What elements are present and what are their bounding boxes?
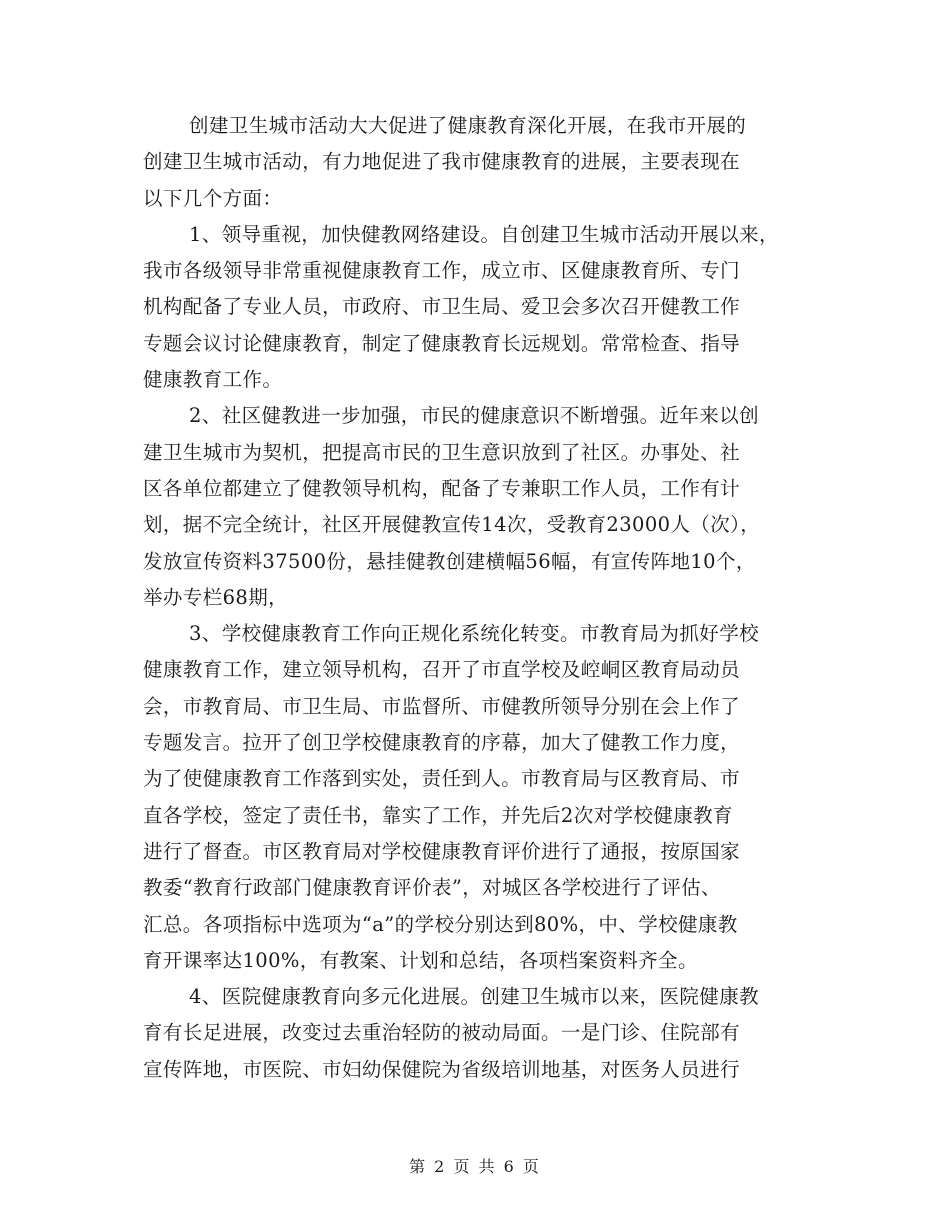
text-line: 创建卫生城市活动大大促进了健康教育深化开展，在我市开展的 xyxy=(189,114,747,137)
text-line: 3、学校健康教育工作向正规化系统化转变。市教育局为抓好学校 xyxy=(189,622,760,646)
text-line: 健康教育工作。 xyxy=(143,368,283,392)
text-line: 宣传阵地，市医院、市妇幼保健院为省级培训地基，对医务人员进行 xyxy=(143,1057,741,1081)
text-line: 以下几个方面： xyxy=(143,186,283,210)
text-line: 会，市教育局、市卫生局、市监督所、市健教所领导分别在会上作了 xyxy=(143,694,741,718)
text-line: 举办专栏68期， xyxy=(143,585,289,609)
text-line: 直各学校，签定了责任书，靠实了工作，并先后2次对学校健康教育 xyxy=(143,803,733,827)
text-line: 区各单位都建立了健教领导机构，配备了专兼职工作人员，工作有计 xyxy=(143,476,741,500)
text-line: 我市各级领导非常重视健康教育工作，成立市、区健康教育所、专门 xyxy=(143,259,741,283)
paragraph-item-3 xyxy=(143,616,811,979)
text-line: 进行了督查。市区教育局对学校健康教育评价进行了通报，按原国家 xyxy=(143,839,741,863)
text-line: 教委“教育行政部门健康教育评价表”，对城区各学校进行了评估、 xyxy=(143,876,721,900)
text-line: 4、医院健康教育向多元化进展。创建卫生城市以来，医院健康教 xyxy=(189,985,760,1009)
text-line: 健康教育工作，建立领导机构，召开了市直学校及崆峒区教育局动员 xyxy=(143,658,741,682)
page-number-footer: 第 2 页 共 6 页 xyxy=(409,1157,541,1176)
paragraph-item-1 xyxy=(143,217,811,398)
text-line: 专题发言。拉开了创卫学校健康教育的序幕，加大了健教工作力度， xyxy=(143,731,741,755)
text-line: 育有长足进展，改变过去重治轻防的被动局面。一是门诊、住院部有 xyxy=(143,1021,741,1045)
text-line: 划，据不完全统计，社区开展健教宣传14次，受教育23000人（次）， xyxy=(143,513,761,537)
document-body xyxy=(143,108,811,1088)
text-line: 为了使健康教育工作落到实处，责任到人。市教育局与区教育局、市 xyxy=(143,767,741,791)
text-line: 发放宣传资料37500份，悬挂健教创建横幅56幅，有宣传阵地10个， xyxy=(143,549,756,573)
text-line: 机构配备了专业人员，市政府、市卫生局、爱卫会多次召开健教工作 xyxy=(143,295,741,319)
text-line: 专题会议讨论健康教育，制定了健康教育长远规划。常常检查、指导 xyxy=(143,331,741,355)
text-line: 1、领导重视，加快健教网络建设。自创建卫生城市活动开展以来， xyxy=(189,222,779,246)
text-line: 汇总。各项指标中选项为“a”的学校分别达到80%，中、学校健康教 xyxy=(143,912,738,936)
text-line: 创建卫生城市活动，有力地促进了我市健康教育的进展，主要表现在 xyxy=(143,150,741,174)
paragraph-item-4 xyxy=(143,979,811,1088)
text-line: 建卫生城市为契机，把提高市民的卫生意识放到了社区。办事处、社 xyxy=(143,440,741,464)
paragraph-item-2 xyxy=(143,398,811,616)
text-line: 2、社区健教进一步加强，市民的健康意识不断增强。近年来以创 xyxy=(189,404,760,428)
text-line: 育开课率达100%，有教案、计划和总结，各项档案资料齐全。 xyxy=(143,948,698,972)
paragraph-intro xyxy=(143,108,811,217)
